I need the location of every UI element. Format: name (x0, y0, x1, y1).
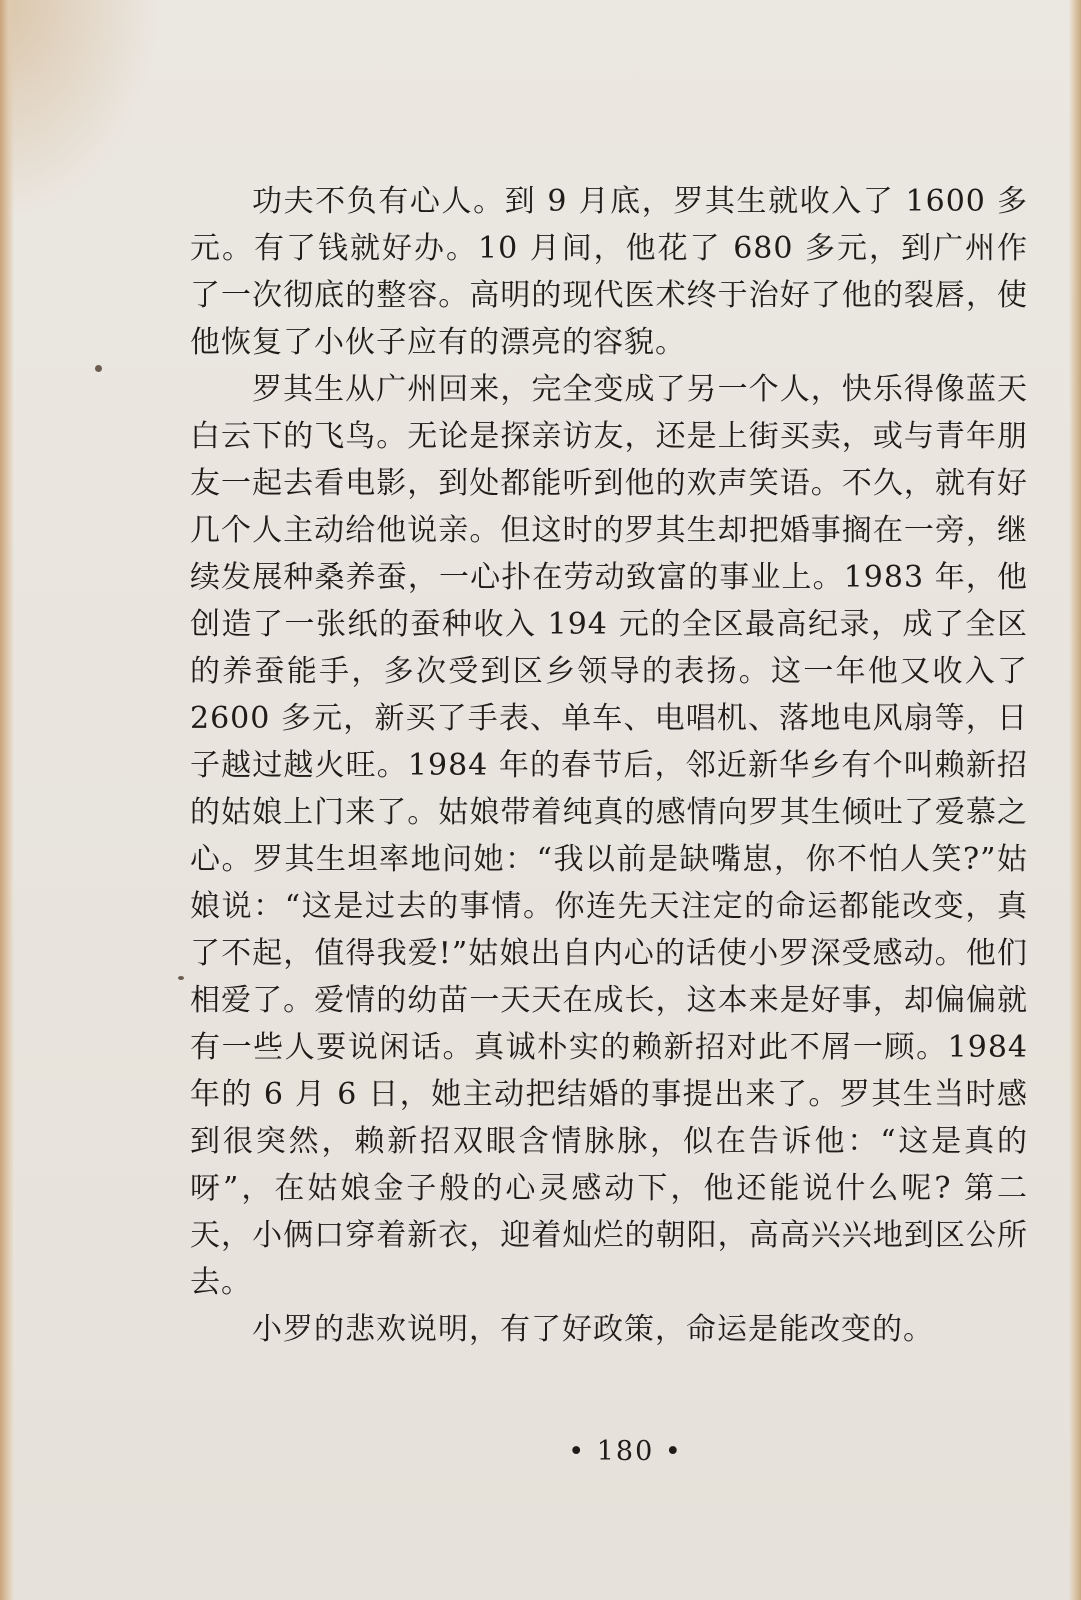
paragraph-2: 罗其生从广州回来，完全变成了另一个人，快乐得像蓝天白云下的飞鸟。无论是探亲访友，还是上街买卖，或与青年朋友一起去看电影，到处都能听到他的欢声笑语。不久，就有好几个人主动给他说亲。但这时的罗其生却把婚事搁在一旁，继续发展种桑养蚕，一心扑在劳动致富的事业上。1983 年，他创造了一张纸的蚕种收入 194 元的全区最高纪录，成了全区的养蚕能手，多次受到区乡领导的表扬。这一年他又收入了 2600 多元，新买了手表、单车、电唱机、落地电风扇等，日子越过越火旺。1984 年的春节后，邻近新华乡有个叫赖新招的姑娘上门来了。姑娘带着纯真的感情向罗其生倾吐了爱慕之心。罗其生坦率地问她：“我以前是缺嘴崽，你不怕人笑?”姑娘说：“这是过去的事情。你连先天注定的命运都能改变，真了不起，值得我爱!”姑娘出自内心的话使小罗深受感动。他们相爱了。爱情的幼苗一天天在成长，这本来是好事，却偏偏就有一些人要说闲话。真诚朴实的赖新招对此不屑一顾。1984 年的 6 月 6 日，她主动把结婚的事提出来了。罗其生当时感到很突然，赖新招双眼含情脉脉，似在告诉他：“这是真的呀”，在姑娘金子般的心灵感动下，他还能说什么呢? 第二天，小俩口穿着新衣，迎着灿烂的朝阳，高高兴兴地到区公所去。 (190, 372, 1028, 1300)
ink-speck (95, 365, 102, 372)
ink-speck (178, 976, 184, 980)
page-edge-right (1069, 0, 1081, 1600)
body-text (190, 178, 1028, 1353)
paragraph-3: 小罗的悲欢说明，有了好政策，命运是能改变的。 (252, 1312, 934, 1347)
page-stain (0, 0, 160, 220)
page-number: • 180 • (568, 1436, 683, 1467)
page-edge-left (0, 0, 14, 1600)
paragraph-1: 功夫不负有心人。到 9 月底，罗其生就收入了 1600 多元。有了钱就好办。10 月间，他花了 680 多元，到广州作了一次彻底的整容。高明的现代医术终于治好了他的裂唇，使他恢复了小伙子应有的漂亮的容貌。 (190, 184, 1028, 360)
